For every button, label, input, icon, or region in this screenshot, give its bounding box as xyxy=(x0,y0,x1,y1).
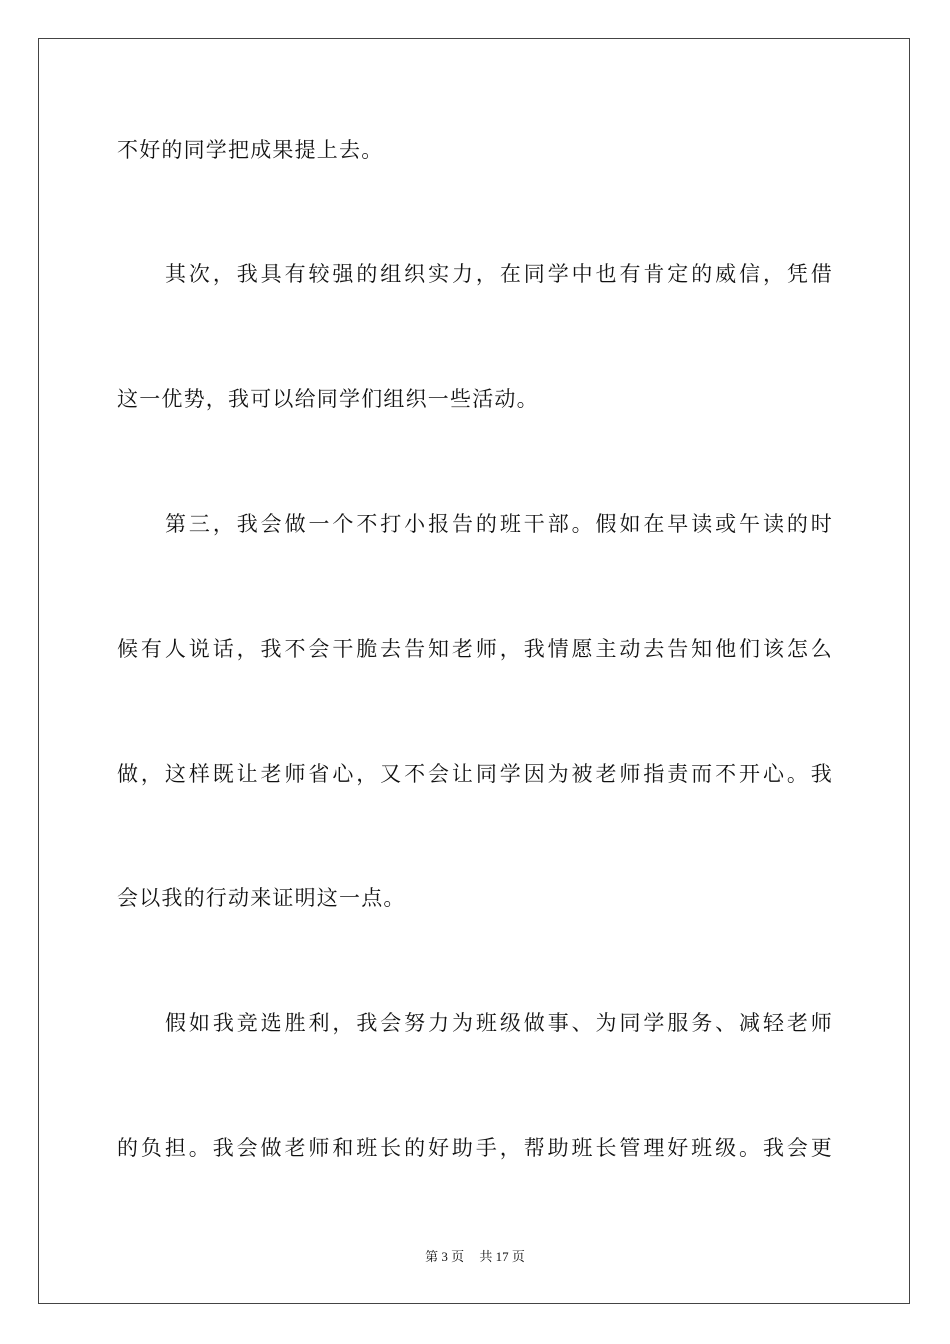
text-line: 的负担。我会做老师和班长的好助手，帮助班长管理好班级。我会更 xyxy=(117,1136,833,1160)
text-line: 会以我的行动来证明这一点。 xyxy=(117,886,406,910)
text-line: 候有人说话，我不会干脆去告知老师，我情愿主动去告知他们该怎么 xyxy=(117,637,833,661)
text-line: 这一优势，我可以给同学们组织一些活动。 xyxy=(117,387,539,411)
text-line: 第三，我会做一个不打小报告的班干部。假如在早读或午读的时 xyxy=(165,512,833,536)
page-footer xyxy=(0,1248,950,1266)
text-line: 做，这样既让老师省心，又不会让同学因为被老师指责而不开心。我 xyxy=(117,762,833,786)
text-line: 不好的同学把成果提上去。 xyxy=(117,138,384,162)
text-line: 其次，我具有较强的组织实力，在同学中也有肯定的威信，凭借 xyxy=(165,262,833,286)
text-line: 假如我竞选胜利，我会努力为班级做事、为同学服务、减轻老师 xyxy=(165,1011,833,1035)
page-border xyxy=(38,38,910,1304)
page-number: 第 3 页 xyxy=(425,1249,465,1264)
page-total: 共 17 页 xyxy=(479,1249,525,1264)
